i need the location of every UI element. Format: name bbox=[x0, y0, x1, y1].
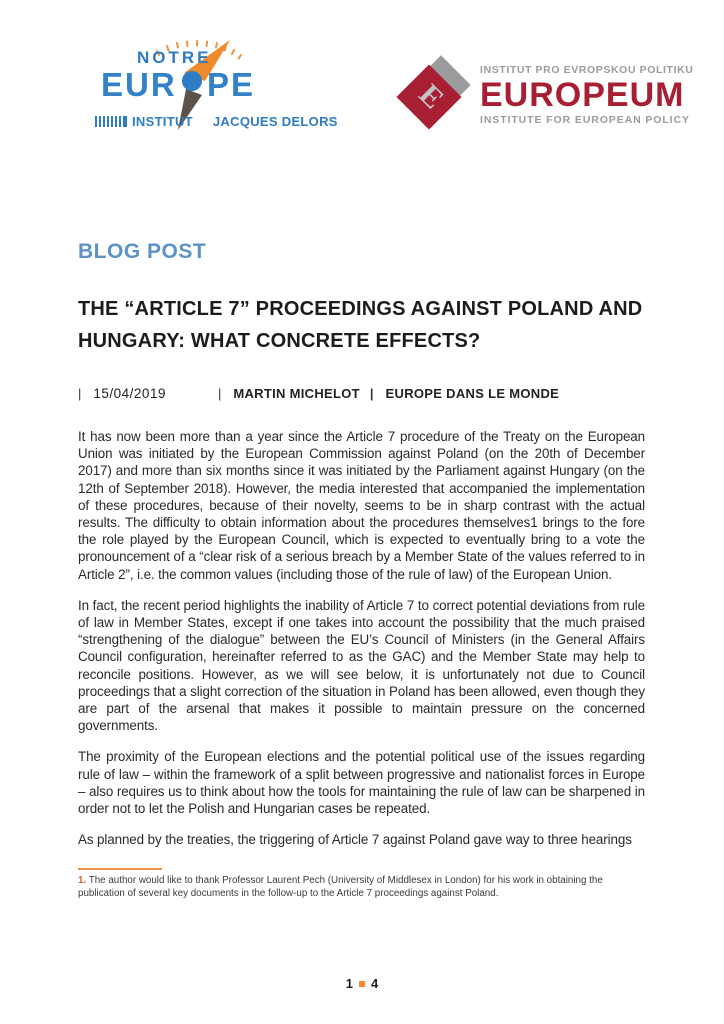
europeum-logo-text bbox=[480, 64, 694, 126]
page-title: THE “ARTICLE 7” PROCEEDINGS AGAINST POLAND AND HUNGARY: WHAT CONCRETE EFFECTS? bbox=[78, 298, 643, 352]
footnote-marker: 1. bbox=[78, 875, 87, 886]
byline-separator: | bbox=[78, 386, 82, 401]
notre-europe-logo bbox=[95, 40, 338, 142]
notre-europe-logo-main bbox=[101, 66, 256, 104]
europeum-logo-name: EUROPEUM bbox=[480, 76, 685, 114]
notre-europe-logo-bottom bbox=[95, 114, 338, 129]
compass-dot-icon bbox=[182, 71, 202, 91]
page-number-current: 1 bbox=[345, 976, 353, 991]
kicker-blog-post: BLOG POST bbox=[78, 240, 207, 263]
europeum-diamond-icon bbox=[398, 58, 470, 134]
logo-bars-icon bbox=[95, 116, 127, 127]
paragraph-1: It has now been more than a year since the Article 7 procedure of the Treaty on the European Union was initiated by the European Commission against Poland (on the 20th of December 2017) and more than six months since it was initiated by the Parliament against Hungary (on the 12th of September 2018). However, the media interested that accompanied the implementation of these procedures, because of their novelty, seems to be in sharp contrast with the actual results. The difficulty to obtain information about the procedures themselves1 brings to the fore the role played by the European Council, which is expected to eventually bring to a vote the pronouncement of a “clear risk of a serious breach by a Member State of the values referred to in Article 2”, i.e. the common values (including those of the rule of law) of the European Union. bbox=[78, 429, 645, 582]
notre-europe-logo-jacques-delors: JACQUES DELORS bbox=[212, 114, 338, 129]
page-number-total: 4 bbox=[371, 976, 379, 991]
footer-separator-square bbox=[359, 981, 365, 987]
europeum-logo bbox=[398, 56, 694, 142]
europeum-monogram: E bbox=[412, 77, 451, 116]
europeum-logo-line2: INSTITUTE FOR EUROPEAN POLICY bbox=[480, 114, 690, 126]
byline bbox=[78, 386, 559, 401]
byline-series: EUROPE DANS LE MONDE bbox=[385, 386, 560, 401]
page-footer bbox=[0, 976, 724, 991]
footnote-text bbox=[78, 875, 648, 900]
byline-separator: | bbox=[217, 386, 222, 401]
article-body bbox=[78, 428, 645, 848]
paragraph-3: The proximity of the European elections and the potential political use of the issues regarding rule of law – within the framework of a split between progressive and nationalist forces in Europe – also requires us to think about how the tools for maintaining the rule of law can be sharpened in order not to let the Polish and Hungarian cases be repeated. bbox=[78, 749, 645, 817]
notre-europe-logo-eur: EUR bbox=[101, 66, 177, 103]
byline-separator: | bbox=[369, 386, 374, 401]
byline-date: 15/04/2019 bbox=[93, 386, 166, 401]
footnote-body: The author would like to thank Professor Laurent Pech (University of Middlesex in London) for his work in obtaining the publication of several key documents in the follow-up to the Article 7 proceedings against Poland. bbox=[78, 875, 603, 899]
notre-europe-logo-pe: PE bbox=[207, 66, 256, 103]
paragraph-2: In fact, the recent period highlights the inability of Article 7 to correct potential deviations from rule of law in Member States, except if one takes into account the possibility that the much praised “strengthening of the dialogue” between the EU’s Council of Ministers (in the General Affairs Council configuration, hereinafter referred to as the GAC) and the Member State may help to reconcile positions. However, as we will see below, it is unfortunately not due to Council proceedings that a slight correction of the situation in Poland has been allowed, even though they are part of the arsenal that makes it possible to maintain pressure on the concerned governments. bbox=[78, 597, 645, 734]
notre-europe-logo-institut: INSTITUT bbox=[132, 114, 193, 129]
europeum-logo-line1: INSTITUT PRO EVROPSKOU POLITIKU bbox=[480, 64, 694, 76]
notre-europe-logo-top: NOTRE bbox=[137, 48, 212, 67]
footnote-divider bbox=[78, 868, 162, 870]
paragraph-4: As planned by the treaties, the triggering of Article 7 against Poland gave way to three hearings bbox=[78, 832, 632, 848]
byline-author: MARTIN MICHELOT bbox=[233, 386, 360, 401]
footnote bbox=[78, 868, 648, 900]
